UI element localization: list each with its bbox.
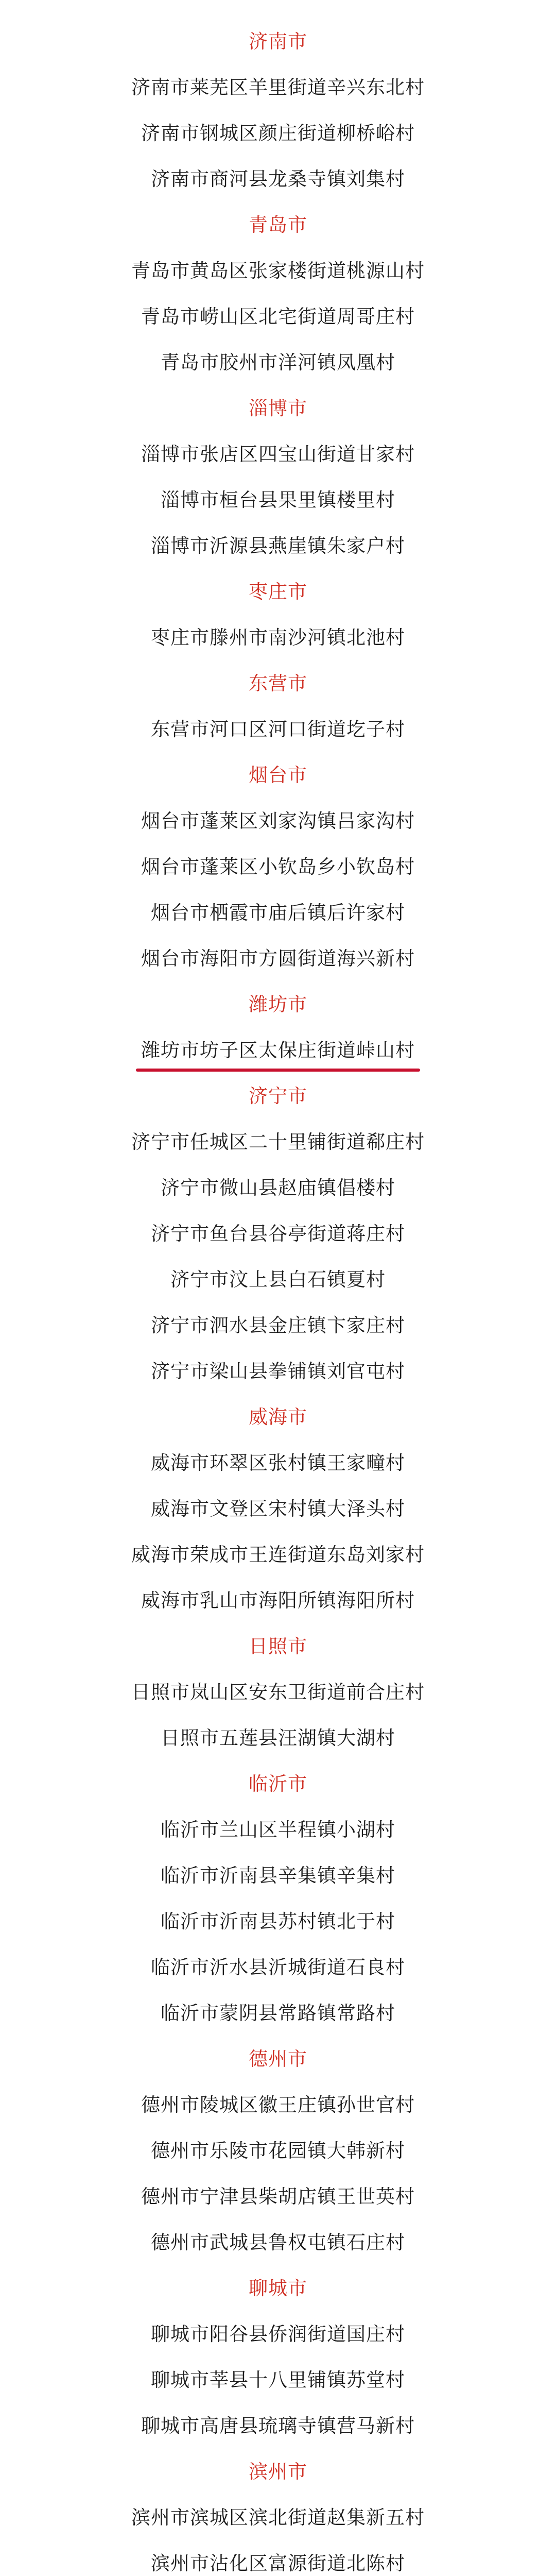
village-name: 济宁市泗水县金庄镇卞家庄村 <box>151 1314 405 1336</box>
village-name: 临沂市兰山区半程镇小湖村 <box>161 1819 395 1841</box>
village-item <box>0 1262 556 1308</box>
village-item <box>0 115 556 161</box>
village-item <box>0 1720 556 1766</box>
village-item <box>0 1170 556 1216</box>
village-item <box>0 1812 556 1858</box>
village-item <box>0 2362 556 2408</box>
village-item <box>0 941 556 987</box>
village-item <box>0 161 556 207</box>
village-name: 临沂市沂南县辛集镇辛集村 <box>161 1865 395 1887</box>
village-name: 滨州市滨城区滨北街道赵集新五村 <box>131 2506 425 2529</box>
village-item <box>0 299 556 345</box>
village-name: 青岛市胶州市洋河镇凤凰村 <box>161 351 395 374</box>
village-name: 临沂市沂水县沂城街道石良村 <box>151 1956 405 1978</box>
village-name: 济宁市微山县赵庙镇倡楼村 <box>161 1177 395 1199</box>
village-item <box>0 620 556 666</box>
village-item <box>0 2133 556 2179</box>
village-name: 济宁市梁山县拳铺镇刘官屯村 <box>151 1360 405 1382</box>
village-item <box>0 1950 556 1995</box>
village-item <box>0 2225 556 2270</box>
village-item <box>0 849 556 895</box>
city-section <box>0 2041 556 2270</box>
village-item-highlighted <box>0 1032 556 1078</box>
village-item <box>0 1583 556 1629</box>
village-name: 济宁市任城区二十里铺街道郗庄村 <box>131 1131 425 1153</box>
village-name: 威海市乳山市海阳所镇海阳所村 <box>141 1589 415 1612</box>
village-item <box>0 528 556 574</box>
village-name: 德州市宁津县柴胡店镇王世英村 <box>141 2185 415 2208</box>
city-heading: 滨州市 <box>249 2461 307 2483</box>
village-name: 临沂市沂南县苏村镇北于村 <box>161 1910 395 1933</box>
village-name: 烟台市蓬莱区小钦岛乡小钦岛村 <box>141 856 415 878</box>
village-item <box>0 1353 556 1399</box>
city-heading: 聊城市 <box>249 2277 307 2299</box>
city-section <box>0 391 556 574</box>
city-section <box>0 757 556 987</box>
village-item <box>0 253 556 299</box>
city-heading: 青岛市 <box>249 214 307 236</box>
city-section <box>0 1629 556 1766</box>
village-item <box>0 2316 556 2362</box>
city-section <box>0 24 556 207</box>
village-item <box>0 2087 556 2133</box>
village-item <box>0 1674 556 1720</box>
village-item <box>0 711 556 757</box>
village-item <box>0 1491 556 1537</box>
village-name: 临沂市蒙阴县常路镇常路村 <box>161 2002 395 2024</box>
village-item <box>0 1904 556 1950</box>
village-item <box>0 1216 556 1262</box>
village-name: 淄博市张店区四宝山街道甘家村 <box>141 443 415 465</box>
village-name: 东营市河口区河口街道圪子村 <box>151 718 405 740</box>
village-name: 淄博市桓台县果里镇楼里村 <box>161 489 395 511</box>
village-name: 滨州市沾化区富源街道北陈村 <box>151 2552 405 2574</box>
city-heading: 临沂市 <box>249 1773 307 1795</box>
city-heading: 潍坊市 <box>249 993 307 1015</box>
village-name: 烟台市蓬莱区刘家沟镇吕家沟村 <box>141 810 415 832</box>
city-heading: 日照市 <box>249 1635 307 1657</box>
village-item <box>0 1537 556 1583</box>
village-name: 淄博市沂源县燕崖镇朱家户村 <box>151 535 405 557</box>
village-name: 德州市陵城区徽王庄镇孙世官村 <box>141 2094 415 2116</box>
village-item <box>0 895 556 941</box>
village-name: 威海市环翠区张村镇王家疃村 <box>151 1452 405 1474</box>
city-heading: 东营市 <box>249 672 307 694</box>
village-item <box>0 436 556 482</box>
village-name: 济南市商河县龙桑寺镇刘集村 <box>151 168 405 190</box>
village-name: 聊城市阳谷县侨润街道国庄村 <box>151 2323 405 2345</box>
village-name: 济宁市汶上县白石镇夏村 <box>170 1268 386 1291</box>
village-name: 烟台市栖霞市庙后镇后许家村 <box>151 902 405 924</box>
village-name: 枣庄市滕州市南沙河镇北池村 <box>151 626 405 649</box>
village-item <box>0 70 556 115</box>
village-item <box>0 2546 556 2576</box>
city-section <box>0 2454 556 2576</box>
city-section <box>0 574 556 666</box>
city-heading: 济宁市 <box>249 1085 307 1107</box>
village-name: 青岛市崂山区北宅街道周哥庄村 <box>141 306 415 328</box>
village-name: 济南市钢城区颜庄街道柳桥峪村 <box>141 122 415 144</box>
city-section <box>0 666 556 757</box>
village-item <box>0 803 556 849</box>
village-item <box>0 2500 556 2546</box>
village-item <box>0 1445 556 1491</box>
city-heading: 济南市 <box>249 30 307 53</box>
city-section <box>0 1399 556 1629</box>
village-item <box>0 1124 556 1170</box>
village-name: 聊城市莘县十八里铺镇苏堂村 <box>151 2369 405 2391</box>
city-section <box>0 2270 556 2454</box>
village-item <box>0 1858 556 1904</box>
village-name: 威海市荣成市王连街道东岛刘家村 <box>131 1544 425 1566</box>
village-name: 聊城市高唐县琉璃寺镇营马新村 <box>141 2415 415 2437</box>
village-name: 威海市文登区宋村镇大泽头村 <box>151 1498 405 1520</box>
village-item <box>0 1308 556 1353</box>
village-item <box>0 2408 556 2454</box>
city-heading: 枣庄市 <box>249 581 307 603</box>
village-item <box>0 1995 556 2041</box>
city-section <box>0 1766 556 2041</box>
village-name: 德州市乐陵市花园镇大韩新村 <box>151 2140 405 2162</box>
village-name: 烟台市海阳市方圆街道海兴新村 <box>141 947 415 970</box>
village-name: 济南市莱芜区羊里街道辛兴东北村 <box>131 76 425 98</box>
village-item <box>0 345 556 391</box>
village-name: 德州市武城县鲁权屯镇石庄村 <box>151 2231 405 2253</box>
village-name: 日照市五莲县汪湖镇大湖村 <box>161 1727 395 1749</box>
village-item <box>0 482 556 528</box>
city-heading: 威海市 <box>249 1406 307 1428</box>
city-heading: 德州市 <box>249 2048 307 2070</box>
village-name: 青岛市黄岛区张家楼街道桃源山村 <box>131 260 425 282</box>
village-name: 日照市岚山区安东卫街道前合庄村 <box>131 1681 425 1703</box>
city-section <box>0 987 556 1078</box>
village-item <box>0 2179 556 2225</box>
village-name: 济宁市鱼台县谷亭街道蒋庄村 <box>151 1223 405 1245</box>
city-section <box>0 1078 556 1399</box>
city-heading: 淄博市 <box>249 397 307 419</box>
village-name: 潍坊市坊子区太保庄街道峠山村 <box>141 1032 415 1069</box>
city-heading: 烟台市 <box>249 764 307 786</box>
city-section <box>0 207 556 391</box>
